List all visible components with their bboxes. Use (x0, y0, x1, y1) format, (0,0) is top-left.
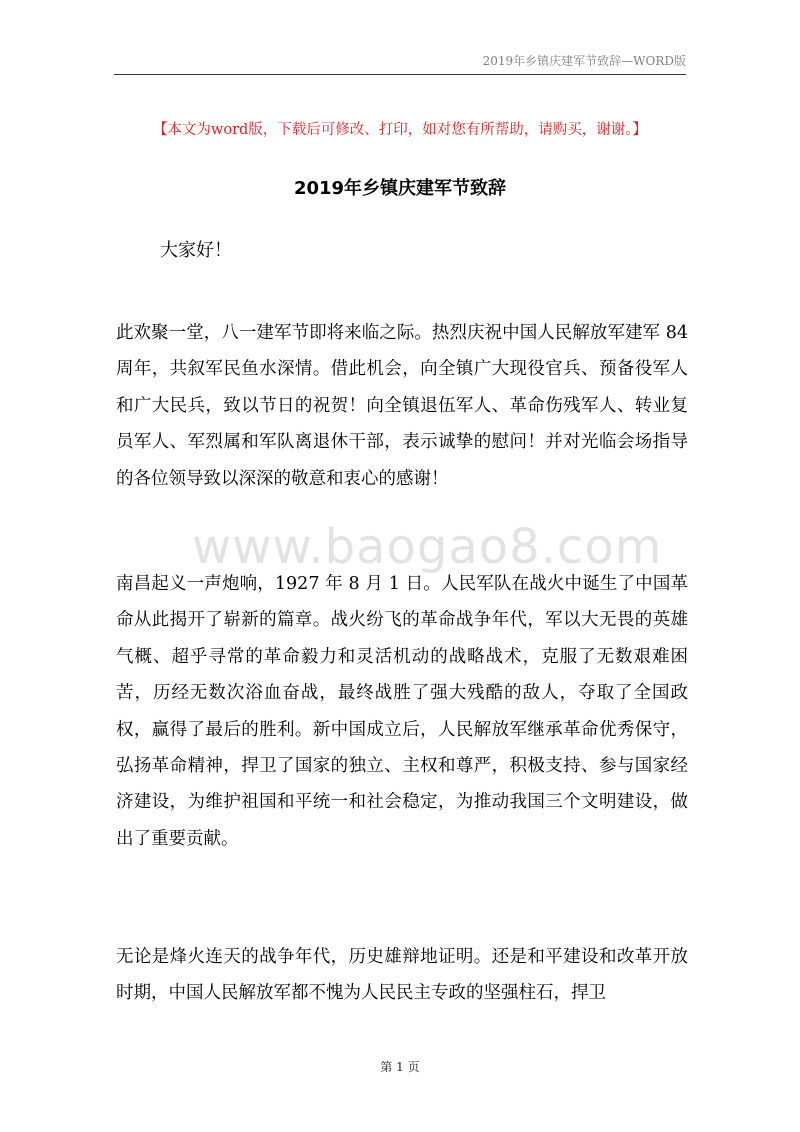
header-divider (114, 74, 686, 75)
site-watermark: www.baogao8.com (192, 519, 663, 575)
greeting: 大家好！ (160, 240, 232, 261)
body-paragraph-1: 此欢聚一堂，八一建军节即将来临之际。热烈庆祝中国人民解放军建军 84 周年，共叙军民鱼水深情。借此机会，向全镇广大现役官兵、预备役军人和广大民兵，致以节日的祝贺！向全镇退伍军人、革命伤残军人、转业复员军人、军烈属和军队离退休干部，表示诚挚的慰问！并对光临会场指导的各位领导致以深深的敬意和衷心的感谢！ (116, 323, 688, 489)
page-number: 第 1 页 (380, 1060, 420, 1074)
body-paragraph-2: 南昌起义一声炮响，1927 年 8 月 1 日。人民军队在战火中诞生了中国革命从此揭开了崭新的篇章。战火纷飞的革命战争年代，军以大无畏的英雄气概、超乎寻常的革命毅力和灵活机动的战略战术，克服了无数艰难困苦，历经无数次浴血奋战，最终战胜了强大残酷的敌人，夺取了全国政权，赢得了最后的胜利。新中国成立后，人民解放军继承革命优秀保守，弘扬革命精神，捍卫了国家的独立、主权和尊严，积极支持、参与国家经济建设，为维护祖国和平统一和社会稳定，为推动我国三个文明建设，做出了重要贡献。 (116, 574, 688, 849)
document-title: 2019年乡镇庆建军节致辞 (293, 178, 507, 199)
running-header: 2019年乡镇庆建军节致辞—WORD版 (482, 54, 686, 68)
download-notice: 【本文为word版，下载后可修改、打印，如对您有所帮助，请购买，谢谢。】 (152, 122, 648, 138)
body-paragraph-3: 无论是烽火连天的战争年代，历史雄辩地证明。还是和平建设和改革开放时期，中国人民解放军都不愧为人民民主专政的坚强柱石，捍卫 (116, 947, 688, 1004)
